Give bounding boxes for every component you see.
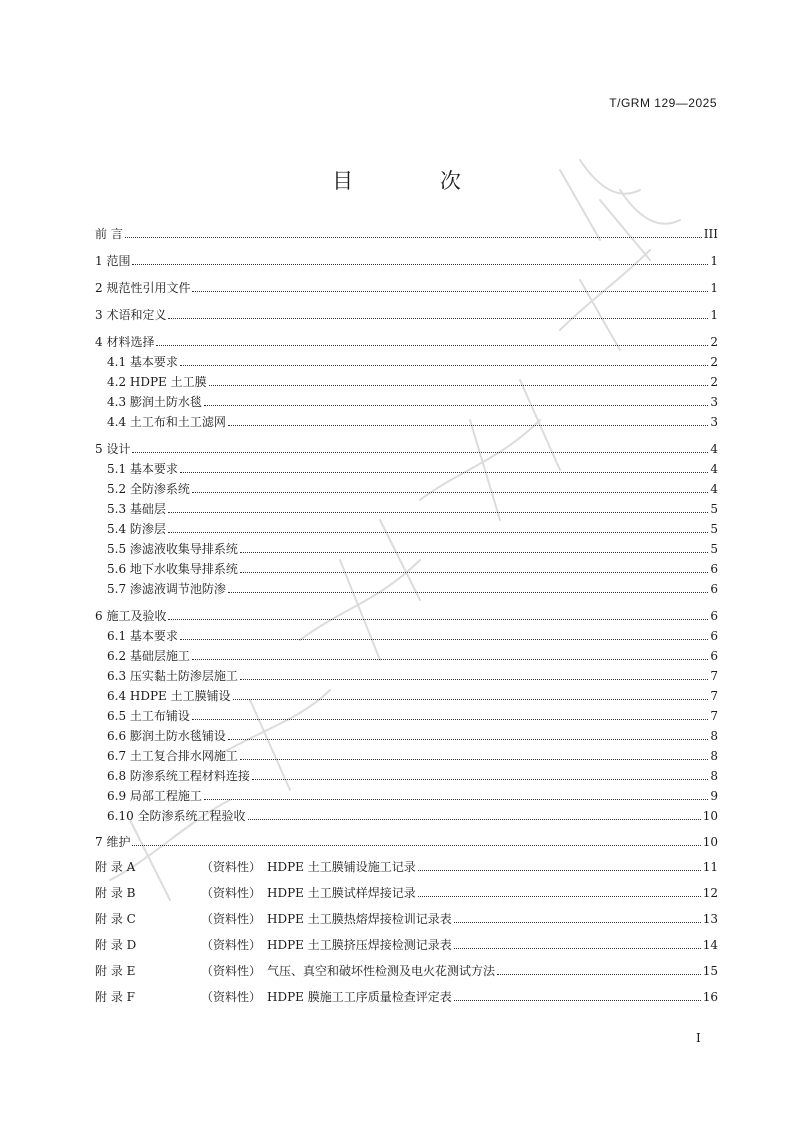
dot-leader	[132, 845, 700, 846]
dot-leader	[180, 365, 708, 366]
toc-entry-label: 6.1 基本要求	[107, 629, 178, 643]
dot-leader	[168, 318, 708, 319]
toc-entry-page: 1	[710, 281, 718, 295]
dot-leader	[192, 719, 708, 720]
toc-entry[interactable]	[107, 664, 718, 684]
dot-leader	[125, 237, 702, 238]
toc-entry-page: 14	[702, 938, 718, 952]
toc-entry[interactable]	[95, 830, 718, 850]
dot-leader	[248, 819, 701, 820]
toc-entry[interactable]	[107, 784, 718, 804]
appendix-label	[95, 911, 452, 927]
toc-entry-label: 5.7 渗滤液调节池防渗	[107, 582, 226, 596]
appendix-label	[95, 937, 452, 953]
toc-entry-label: 前 言	[95, 227, 123, 241]
appendix-type: （资料性）	[201, 964, 262, 978]
dot-leader	[132, 452, 708, 453]
toc-entry[interactable]	[107, 477, 718, 497]
dot-leader	[192, 659, 708, 660]
appendix-title: HDPE 土工膜铺设施工记录	[267, 860, 416, 874]
toc-entry[interactable]	[107, 804, 718, 824]
dot-leader	[180, 472, 708, 473]
toc-entry[interactable]	[107, 350, 718, 370]
toc-entry[interactable]	[107, 537, 718, 557]
appendix-type: （资料性）	[201, 860, 262, 874]
appendix-title: HDPE 土工膜挤压焊接检测记录表	[267, 938, 452, 952]
toc-entry-label: 6.10 全防渗系统工程验收	[107, 809, 246, 823]
appendix-label	[95, 885, 416, 901]
dot-leader	[228, 739, 708, 740]
toc-entry[interactable]	[107, 410, 718, 430]
dot-leader	[192, 291, 708, 292]
appendix-prefix: 附 录 C	[95, 912, 136, 926]
toc-appendix-entry[interactable]	[95, 881, 718, 901]
toc-entry-label: 5.1 基本要求	[107, 462, 178, 476]
toc-entry-page: 9	[710, 789, 718, 803]
toc-entry-page: 10	[702, 809, 718, 823]
dot-leader	[228, 592, 708, 593]
toc-entry-label: 4.4 土工布和土工滤网	[107, 415, 226, 429]
dot-leader	[228, 425, 708, 426]
dot-leader	[180, 639, 708, 640]
toc-entry-label: 5 设计	[95, 442, 131, 456]
toc-entry-page: 6	[710, 582, 718, 596]
appendix-label	[95, 963, 495, 979]
toc-entry[interactable]	[107, 457, 718, 477]
toc-appendix-entry[interactable]	[95, 959, 718, 979]
toc-entry[interactable]	[107, 624, 718, 644]
appendix-label	[95, 989, 452, 1005]
toc-entry-label: 4.2 HDPE 土工膜	[107, 375, 207, 389]
appendix-prefix: 附 录 F	[95, 990, 135, 1004]
dot-leader	[204, 405, 708, 406]
toc-entry[interactable]	[107, 704, 718, 724]
toc-entry-label: 6.5 土工布铺设	[107, 709, 190, 723]
toc-entry-page: 8	[710, 749, 718, 763]
dot-leader	[233, 699, 709, 700]
dot-leader	[240, 552, 708, 553]
dot-leader	[168, 619, 708, 620]
toc-entry-label: 2 规范性引用文件	[95, 281, 191, 295]
toc-entry[interactable]	[107, 517, 718, 537]
dot-leader	[240, 679, 708, 680]
appendix-prefix: 附 录 B	[95, 886, 136, 900]
toc-entry-page: 7	[710, 709, 718, 723]
toc-entry-label: 6 施工及验收	[95, 609, 167, 623]
toc-entry[interactable]	[107, 724, 718, 744]
dot-leader	[454, 948, 701, 949]
toc-entry-label: 6.7 土工复合排水网施工	[107, 749, 238, 763]
toc-entry-label: 5.4 防渗层	[107, 522, 166, 536]
appendix-type: （资料性）	[201, 886, 262, 900]
dot-leader	[497, 974, 701, 975]
toc-entry-page: 8	[710, 729, 718, 743]
toc-entry-page: 12	[702, 886, 718, 900]
dot-leader	[454, 922, 701, 923]
toc-entry-label: 4.1 基本要求	[107, 355, 178, 369]
toc-entry-page: 8	[710, 769, 718, 783]
toc-entry-page: 6	[710, 562, 718, 576]
toc-entry[interactable]	[95, 222, 718, 242]
toc-entry-page: 1	[710, 254, 718, 268]
appendix-type: （资料性）	[201, 990, 262, 1004]
toc-entry-label: 6.2 基础层施工	[107, 649, 190, 663]
toc-appendix-entry[interactable]	[95, 855, 718, 875]
toc-entry-label: 4.3 膨润土防水毯	[107, 395, 202, 409]
toc-entry-page: 3	[710, 415, 718, 429]
page-number: I	[696, 1031, 701, 1045]
toc-entry-label: 7 维护	[95, 835, 131, 849]
toc-entry-page: 4	[710, 462, 718, 476]
toc-entry-label: 6.4 HDPE 土工膜铺设	[107, 689, 231, 703]
dot-leader	[132, 264, 708, 265]
toc-entry[interactable]	[107, 557, 718, 577]
toc-entry-label: 5.5 渗滤液收集导排系统	[107, 542, 238, 556]
appendix-prefix: 附 录 A	[95, 860, 136, 874]
dot-leader	[209, 385, 709, 386]
dot-leader	[168, 512, 708, 513]
appendix-title: HDPE 土工膜热熔焊接检训记录表	[267, 912, 452, 926]
toc-appendix-entry[interactable]	[95, 907, 718, 927]
toc-entry[interactable]	[107, 764, 718, 784]
toc-entry-label: 6.3 压实黏土防渗层施工	[107, 669, 238, 683]
appendix-title: HDPE 膜施工工序质量检查评定表	[267, 990, 452, 1004]
toc-entry-page: 4	[710, 442, 718, 456]
toc-entry-label: 4 材料选择	[95, 335, 155, 349]
toc-entry-label: 3 术语和定义	[95, 308, 167, 322]
toc-entry-page: 11	[702, 860, 718, 874]
toc-entry-page: 1	[710, 308, 718, 322]
toc-entry-page: 7	[710, 689, 718, 703]
appendix-prefix: 附 录 E	[95, 964, 136, 978]
dot-leader	[240, 759, 708, 760]
toc-entry-label: 5.2 全防渗系统	[107, 482, 190, 496]
dot-leader	[418, 896, 701, 897]
toc-entry[interactable]	[95, 249, 718, 269]
dot-leader	[454, 1000, 701, 1001]
toc-entry[interactable]	[107, 497, 718, 517]
toc-entry-page: 6	[710, 649, 718, 663]
toc-entry-label: 5.3 基础层	[107, 502, 166, 516]
appendix-title: HDPE 土工膜试样焊接记录	[267, 886, 416, 900]
toc-entry-page: 4	[710, 482, 718, 496]
toc-appendix-entry[interactable]	[95, 985, 718, 1005]
toc-entry-page: 13	[702, 912, 718, 926]
toc-entry[interactable]	[107, 684, 718, 704]
toc-entry-page: 2	[710, 335, 718, 349]
toc-entry-page: 10	[702, 835, 718, 849]
toc-entry-page: 16	[702, 990, 718, 1004]
appendix-prefix: 附 录 D	[95, 938, 137, 952]
toc-entry-label: 6.6 膨润土防水毯铺设	[107, 729, 226, 743]
toc-entry[interactable]	[95, 276, 718, 296]
toc-entry-page: 2	[710, 355, 718, 369]
appendix-type: （资料性）	[201, 938, 262, 952]
toc-entry-page: 6	[710, 629, 718, 643]
toc-entry-label: 1 范围	[95, 254, 131, 268]
toc-entry-label: 6.9 局部工程施工	[107, 789, 202, 803]
dot-leader	[240, 572, 708, 573]
toc-entry[interactable]	[107, 744, 718, 764]
toc-entry-page: 7	[710, 669, 718, 683]
appendix-label	[95, 859, 416, 875]
toc-entry-page: 5	[710, 502, 718, 516]
dot-leader	[168, 532, 708, 533]
dot-leader	[156, 345, 708, 346]
toc-entry[interactable]	[107, 577, 718, 597]
standard-code: T/GRM 129—2025	[609, 96, 717, 110]
dot-leader	[204, 799, 708, 800]
toc-entry-page: 6	[710, 609, 718, 623]
toc-entry[interactable]	[95, 330, 718, 350]
appendix-title: 气压、真空和破坏性检测及电火花测试方法	[267, 964, 496, 978]
dot-leader	[418, 870, 701, 871]
toc-entry-page: III	[703, 227, 718, 241]
appendix-type: （资料性）	[201, 912, 262, 926]
toc-entry-page: 5	[710, 522, 718, 536]
toc-entry[interactable]	[107, 390, 718, 410]
toc-entry-page: 3	[710, 395, 718, 409]
toc-entry-label: 5.6 地下水收集导排系统	[107, 562, 238, 576]
toc-entry-page: 5	[710, 542, 718, 556]
dot-leader	[192, 492, 708, 493]
toc-entry[interactable]	[107, 644, 718, 664]
toc-entry-label: 6.8 防渗系统工程材料连接	[107, 769, 250, 783]
toc-entry[interactable]	[95, 604, 718, 624]
toc-entry[interactable]	[95, 303, 718, 323]
toc-entry[interactable]	[107, 370, 718, 390]
dot-leader	[252, 779, 708, 780]
toc-appendix-entry[interactable]	[95, 933, 718, 953]
toc-entry-page: 15	[702, 964, 718, 978]
toc-entry[interactable]	[95, 437, 718, 457]
toc-title: 目 次	[332, 169, 501, 193]
toc-entry-page: 2	[710, 375, 718, 389]
